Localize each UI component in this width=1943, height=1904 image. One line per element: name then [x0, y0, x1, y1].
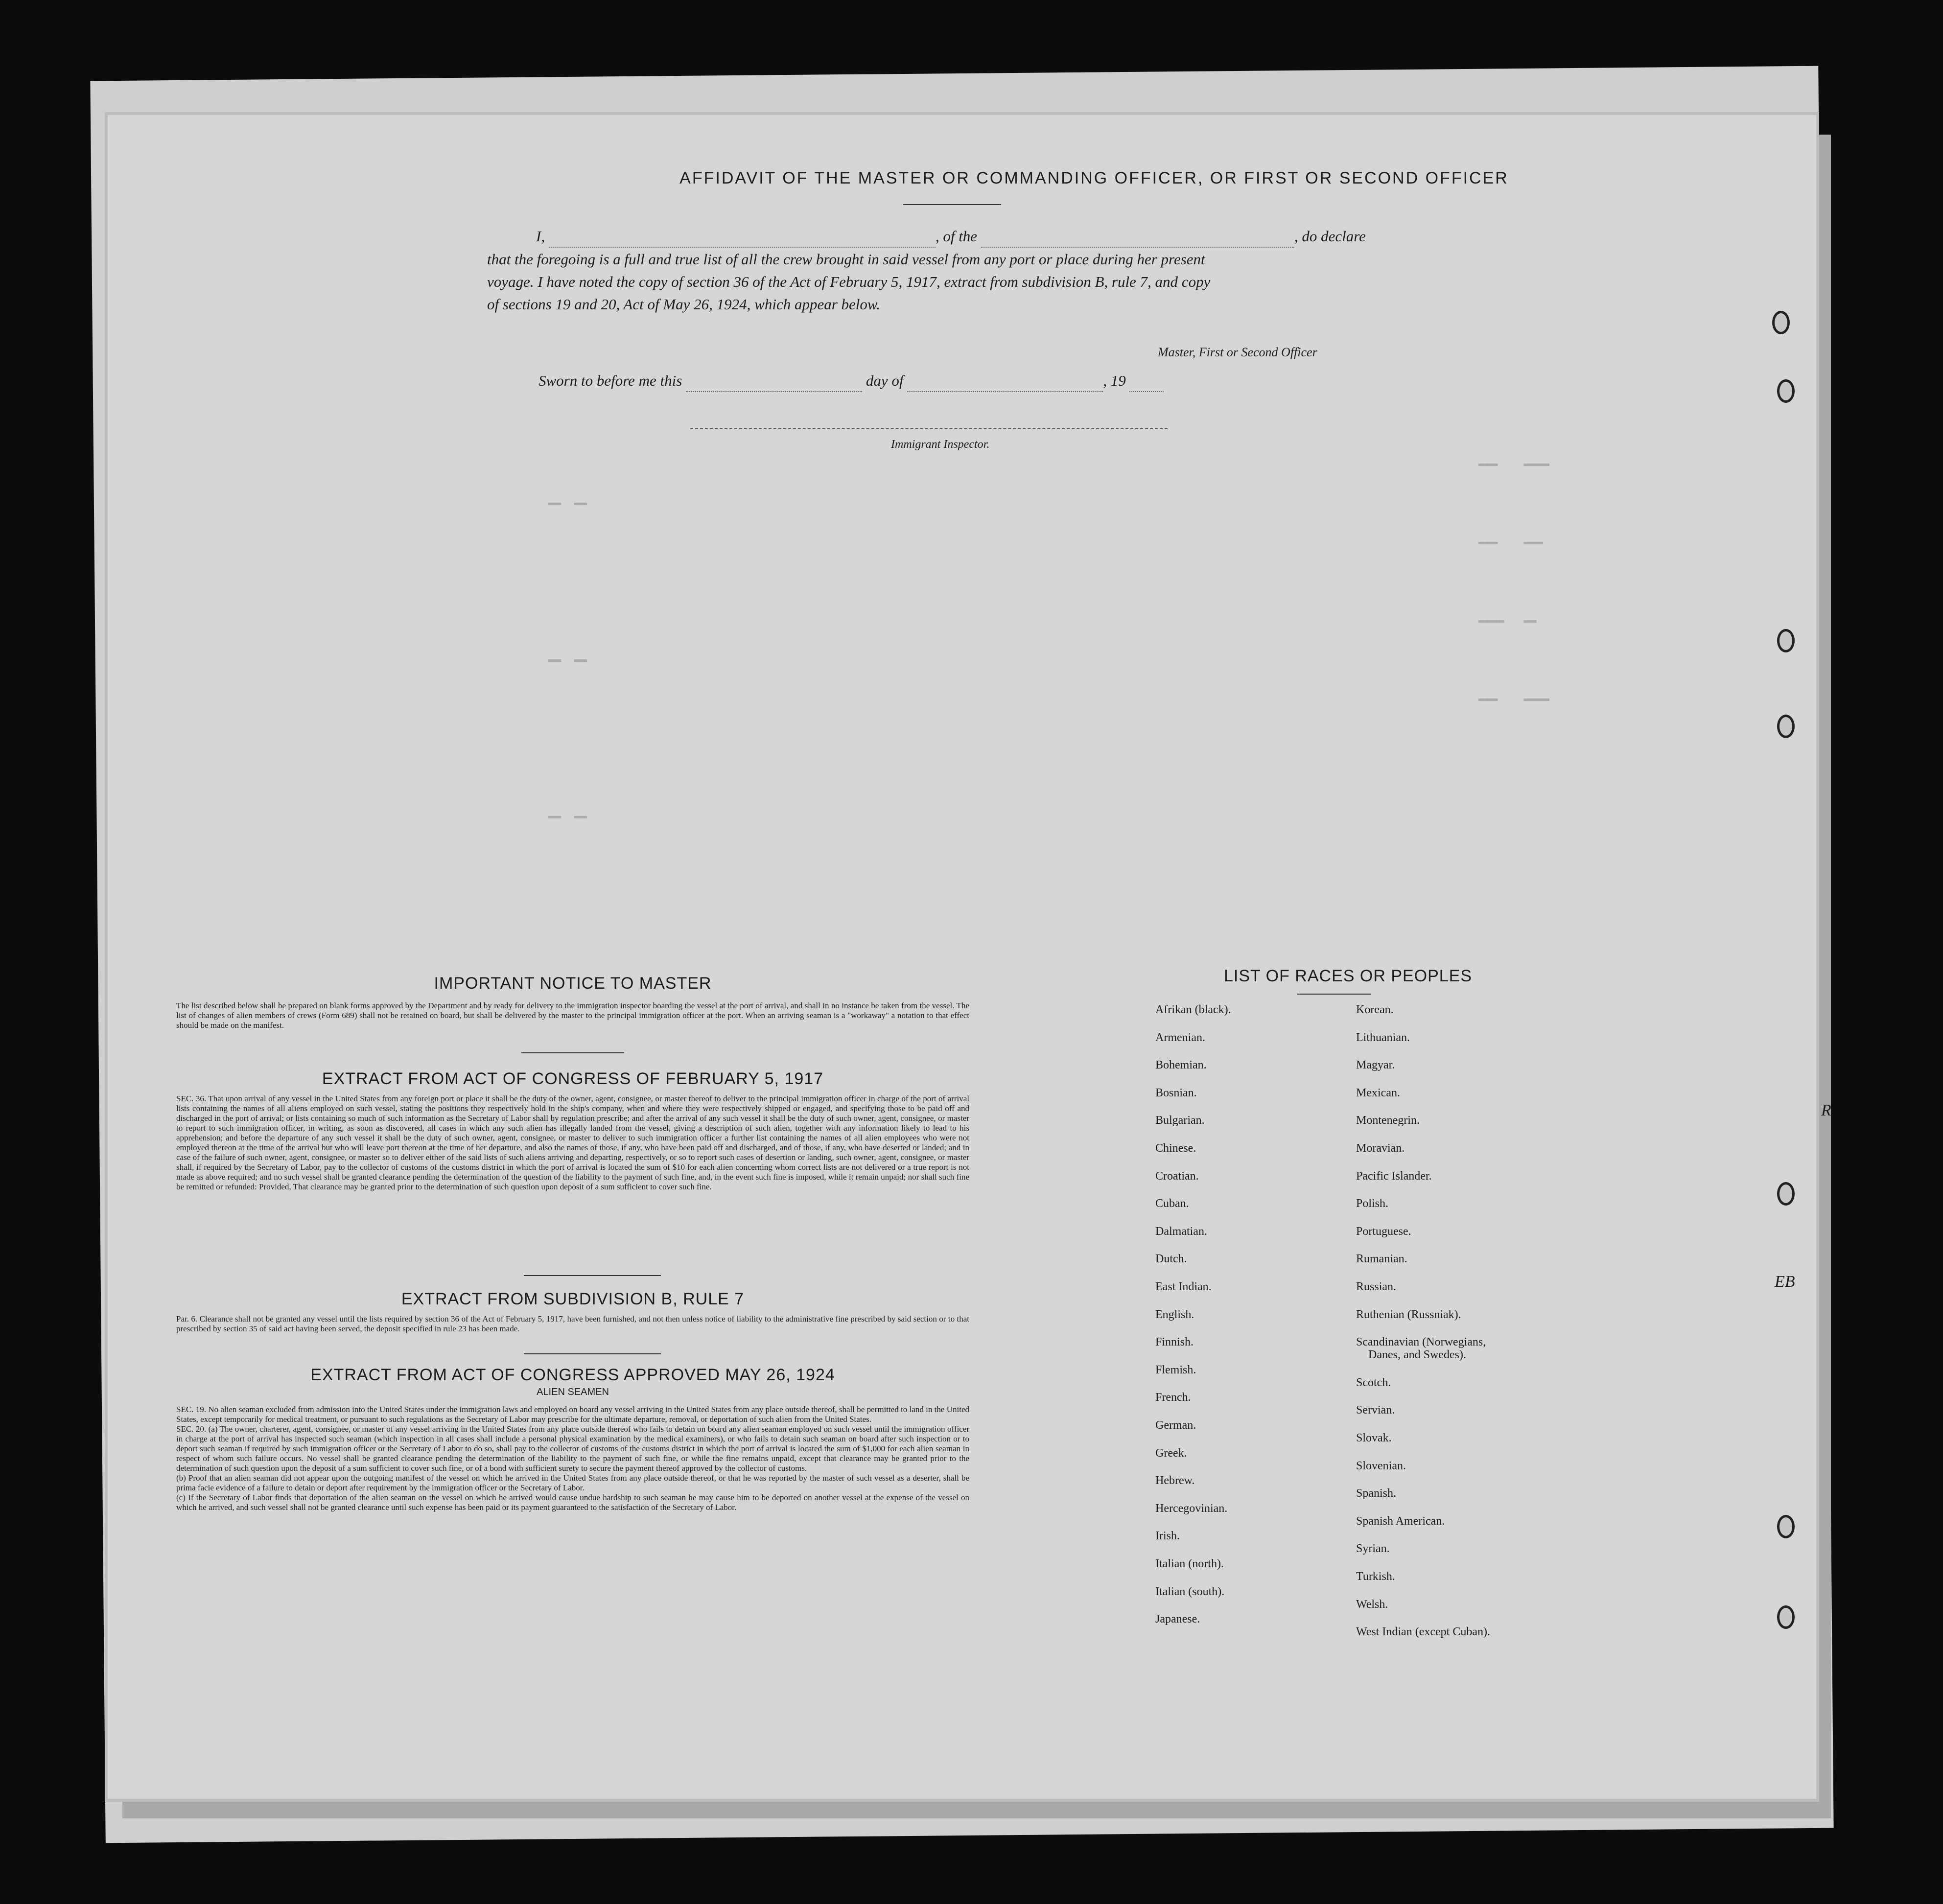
- race-item: Pacific Islander.: [1356, 1169, 1432, 1183]
- sec-19-paragraph: SEC. 19. No alien seaman excluded from admission into the United States under the immigration laws and employed on board any vessel arriving in the United States from any place outside thereof, shall be permitted to land in the United States, except temporarily for medical treatment, or pursuant to such regulations as the Secretary of Labor may prescribe for the ultimate departure, removal, or deportation of such alien from the United States.: [176, 1405, 969, 1424]
- affidavit-do-declare: , do declare: [1294, 228, 1366, 245]
- race-item: Croatian.: [1155, 1169, 1199, 1183]
- affidavit-line-3: of sections 19 and 20, Act of May 26, 1924, which appear below.: [487, 296, 881, 313]
- ghost-text: ▬▬ ▬▬: [548, 497, 587, 509]
- inspector-signature-line[interactable]: [690, 428, 1168, 429]
- extract-1917-title: EXTRACT FROM ACT OF CONGRESS OF FEBRUARY 5, 1917: [322, 1069, 824, 1088]
- punch-hole: [1777, 629, 1795, 652]
- affidavit-first-line: [536, 225, 1540, 248]
- extract-1924-body: [176, 1405, 969, 1512]
- race-item: Italian (south).: [1155, 1585, 1225, 1598]
- ghost-text: ▬▬▬ ▬▬▬▬: [1478, 693, 1550, 705]
- races-title: LIST OF RACES OR PEOPLES: [1224, 967, 1473, 985]
- sworn-day-blank[interactable]: [686, 391, 862, 392]
- race-item: Bosnian.: [1155, 1086, 1197, 1099]
- race-item: Cuban.: [1155, 1197, 1189, 1210]
- race-item: Flemish.: [1155, 1363, 1196, 1376]
- race-item: Italian (north).: [1155, 1557, 1224, 1570]
- notice-body: The list described below shall be prepared on blank forms approved by the Department and by ready for delivery to the immigration inspector boarding the vessel at the port of arrival, and shall in no instance be taken from the vessel. The list of changes of alien members of crews (Form 689) shall not be retained on board, but shall be delivered by the master to the principal immigration officer at the port. When an arriving seaman is a "workaway" a notation to that effect should be made on the manifest.: [176, 1001, 969, 1030]
- sworn-line: [538, 370, 1371, 392]
- punch-hole: [1772, 311, 1790, 334]
- affidavit-title: AFFIDAVIT OF THE MASTER OR COMMANDING OFFICER, OR FIRST OR SECOND OFFICER: [679, 169, 1509, 187]
- race-item: Russian.: [1356, 1280, 1397, 1293]
- race-item: Dutch.: [1155, 1253, 1187, 1266]
- day-of-label: day of: [866, 372, 904, 389]
- races-title-underline: [1297, 994, 1371, 995]
- sec-20b-paragraph: (b) Proof that an alien seaman did not appear upon the outgoing manifest of the vessel on which he arrived in the United States from any place outside thereof, or that he was reported by the master of such vessel as a deserter, shall be prima facie evidence of a failure to detain or deport after requirement by the immigration officer or the Secretary of Labor.: [176, 1473, 969, 1492]
- race-item: East Indian.: [1155, 1280, 1212, 1293]
- race-item: Danes, and Swedes).: [1368, 1348, 1466, 1362]
- race-item: Ruthenian (Russniak).: [1356, 1308, 1461, 1321]
- sworn-month-blank[interactable]: [907, 391, 1103, 392]
- race-item: Japanese.: [1155, 1613, 1200, 1626]
- race-item: English.: [1155, 1308, 1194, 1321]
- race-item: Armenian.: [1155, 1031, 1205, 1044]
- extract-1924-subtitle: ALIEN SEAMEN: [537, 1387, 609, 1397]
- ghost-text: ▬▬ ▬▬: [548, 810, 587, 822]
- master-signature-label: Master, First or Second Officer: [1158, 345, 1317, 359]
- punch-hole: [1777, 1515, 1795, 1538]
- race-item: Dalmatian.: [1155, 1225, 1207, 1238]
- race-item: Finnish.: [1155, 1336, 1194, 1349]
- race-item: German.: [1155, 1419, 1196, 1432]
- affidavit-line-1: that the foregoing is a full and true list of all the crew brought in said vessel from any port or place during her present: [487, 251, 1205, 268]
- punch-hole: [1777, 1182, 1795, 1206]
- section-divider: [524, 1353, 661, 1354]
- race-item: Magyar.: [1356, 1059, 1395, 1072]
- race-item: Portuguese.: [1356, 1225, 1411, 1238]
- race-item: Hercegovinian.: [1155, 1502, 1228, 1515]
- race-item: Syrian.: [1356, 1542, 1390, 1556]
- race-item: Slovenian.: [1356, 1459, 1406, 1472]
- race-item: Mexican.: [1356, 1086, 1400, 1099]
- punch-hole: [1777, 1605, 1795, 1629]
- extract-1917-body: SEC. 36. That upon arrival of any vessel in the United States from any foreign port or place it shall be the duty of the owner, agent, consignee, or master thereof to deliver to the principal immigration officer in charge of the port of arrival lists containing the names of all aliens employed on such vessel, stating the positions they respectively hold in the ship's company, when and where they were respectively shipped or engaged, and specifying those to be paid off and discharged in the port of arrival; or lists containing so much of such information as the Secretary of Labor shall by regulation prescribe; and after the arrival of any such vessel it shall be the duty of such owner, agent, consignee, or master to report to such immigration officer, in writing, as soon as discovered, all cases in which any such alien has illegally landed from the vessel, giving a description of such alien, together with any information likely to lead to his apprehension; and before the departure of any such vessel it shall be the duty of such owner, agent, consignee, or master to deliver to such immigration officer a further list containing the names of all alien employees who were not employed thereon at the time of the arrival but who will leave port thereon at the time of her departure, and also the names of those, if any, who have been paid off and discharged, and of those, if any, who have deserted or landed; and in case of the failure of such owner, agent, consignee, or master so to deliver either of the said lists of such aliens arriving and departing, respectively, or so to report such cases of desertion or landing, such owner, agent, consignee, or master shall, if required by the Secretary of Labor, pay to the collector of customs of the customs district in which the port of arrival is located the sum of $10 for each alien concerning whom correct lists are not delivered or a true report is not made as above required; and no such vessel shall be granted clearance pending the determination of the question of the liability to the payment of such fine, and, in the event such fine is imposed, while it remain unpaid; nor shall such fine be remitted or refunded: Provided, That clearance may be granted prior to the determination of such question upon deposit of a sum sufficient to cover such fine.: [176, 1094, 969, 1191]
- title-underline: [903, 204, 1001, 205]
- extract-rule7-body: Par. 6. Clearance shall not be granted any vessel until the lists required by section 36 of the Act of February 5, 1917, have been furnished, and not then unless notice of liability to the administrative fine prescribed by said section or to that prescribed by section 35 of said act having been served, the deposit specified in rule 23 has been made.: [176, 1314, 969, 1333]
- officer-name-blank[interactable]: [549, 247, 936, 248]
- extract-rule7-title: EXTRACT FROM SUBDIVISION B, RULE 7: [401, 1290, 745, 1308]
- document-page: [108, 115, 1831, 1799]
- notice-title: IMPORTANT NOTICE TO MASTER: [434, 974, 712, 993]
- sec-20a-paragraph: SEC. 20. (a) The owner, charterer, agent, consignee, or master of any vessel arriving in the United States from any place outside thereof who fails to detain on board any alien seaman employed on such vessel until the immigration officer in charge at the port of arrival has inspected such seaman (which inspection in all cases shall include a personal physical examination by the medical examiners), or who fails to detain such seaman on board after such inspection or to deport such seaman if required by such immigration officer or the Secretary of Labor to do so, shall pay to the collector of customs of the customs district in which the port of arrival is located the sum of $1,000 for each alien seaman in respect of whom such failure occurs. No vessel shall be granted clearance pending the determination of the liability to the payment of such fine, or while the fine remains unpaid, except that clearance may be granted prior to the determination of such question upon the deposit of a sum sufficient to cover such fine, or of a bond with sufficient surety to secure the payment thereof approved by the collector of customs.: [176, 1424, 969, 1473]
- punch-hole: [1777, 715, 1795, 738]
- inspector-label: Immigrant Inspector.: [891, 438, 990, 451]
- race-item: Bohemian.: [1155, 1059, 1207, 1072]
- race-item: Spanish American.: [1356, 1514, 1445, 1528]
- race-item: West Indian (except Cuban).: [1356, 1625, 1490, 1639]
- year-label: , 19: [1103, 372, 1126, 389]
- race-item: Scotch.: [1356, 1376, 1391, 1389]
- ghost-text: ▬▬ ▬▬: [548, 653, 587, 666]
- race-item: Hebrew.: [1155, 1474, 1195, 1487]
- margin-r-mark: R: [1821, 1101, 1831, 1119]
- affidavit-of-the: , of the: [935, 228, 978, 245]
- race-item: Scandinavian (Norwegians,: [1356, 1336, 1486, 1349]
- section-divider: [521, 1052, 624, 1053]
- race-item: Lithuanian.: [1356, 1031, 1410, 1044]
- ghost-text: ▬▬▬ ▬▬▬▬: [1478, 458, 1550, 470]
- race-item: Moravian.: [1356, 1142, 1405, 1155]
- race-item: Turkish.: [1356, 1570, 1395, 1583]
- ghost-text: ▬▬▬▬ ▬▬: [1478, 614, 1537, 627]
- race-item: Slovak.: [1356, 1432, 1392, 1444]
- race-item: Chinese.: [1155, 1142, 1196, 1155]
- sec-20c-paragraph: (c) If the Secretary of Labor finds that deportation of the alien seaman on the vessel on which he arrived would cause undue hardship to such seaman he may cause him to be deported on another vessel at the expense of the vessel on which he arrived, and such vessel shall not be granted clearance until such expense has been paid or its payment guaranteed to the satisfaction of the Secretary of Labor.: [176, 1493, 969, 1512]
- race-item: Bulgarian.: [1155, 1114, 1205, 1127]
- race-item: Afrikan (black).: [1155, 1003, 1231, 1016]
- race-item: French.: [1155, 1391, 1191, 1404]
- race-item: Servian.: [1356, 1404, 1395, 1417]
- race-item: Montenegrin.: [1356, 1114, 1420, 1127]
- sworn-label: Sworn to before me this: [538, 372, 682, 389]
- section-divider: [524, 1275, 661, 1276]
- sworn-year-blank[interactable]: [1129, 391, 1164, 392]
- race-item: Polish.: [1356, 1197, 1389, 1210]
- race-item: Korean.: [1356, 1003, 1394, 1016]
- race-item: Spanish.: [1356, 1487, 1397, 1500]
- margin-initials: EB: [1775, 1273, 1795, 1291]
- race-item: Irish.: [1155, 1530, 1180, 1543]
- punch-hole: [1777, 379, 1795, 403]
- race-item: Welsh.: [1356, 1598, 1388, 1611]
- vessel-name-blank[interactable]: [981, 247, 1294, 248]
- affidavit-i: I,: [536, 228, 545, 245]
- extract-1924-title: EXTRACT FROM ACT OF CONGRESS APPROVED MAY 26, 1924: [310, 1366, 835, 1384]
- race-item: Greek.: [1155, 1446, 1187, 1460]
- ghost-text: ▬▬▬ ▬▬▬: [1478, 536, 1544, 548]
- race-item: Rumanian.: [1356, 1253, 1407, 1266]
- affidavit-line-2: voyage. I have noted the copy of section 36 of the Act of February 5, 1917, extract from subdivision B, rule 7, and copy: [487, 273, 1211, 290]
